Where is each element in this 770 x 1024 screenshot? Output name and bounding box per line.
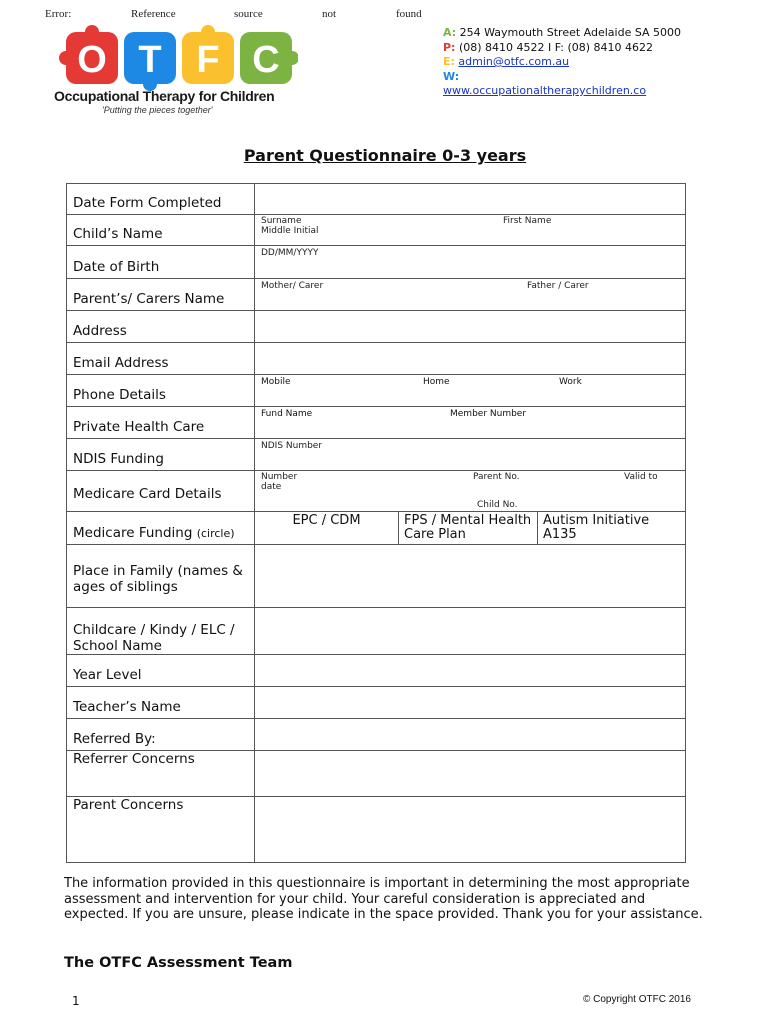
label-ndis: NDIS Funding	[67, 439, 255, 471]
page-number: 1	[72, 994, 80, 1008]
label-date-completed: Date Form Completed	[67, 184, 255, 215]
svg-text:O: O	[77, 39, 107, 81]
error-text: Error:	[45, 8, 72, 20]
svg-text:T: T	[138, 39, 162, 81]
option-epc[interactable]: EPC / CDM	[255, 512, 399, 544]
label-teacher: Teacher’s Name	[67, 687, 255, 719]
field-address[interactable]	[255, 311, 686, 343]
address: 254 Waymouth Street Adelaide SA 5000	[459, 26, 682, 39]
field-dob[interactable]: DD/MM/YYYY	[255, 246, 686, 279]
phone-key: P:	[443, 40, 456, 54]
field-email[interactable]	[255, 343, 686, 375]
label-email: Email Address	[67, 343, 255, 375]
label-medicare: Medicare Card Details	[67, 471, 255, 512]
label-referrer-concerns: Referrer Concerns	[67, 751, 255, 797]
error-text: found	[396, 8, 422, 20]
page-title: Parent Questionnaire 0-3 years	[243, 146, 527, 165]
option-fps[interactable]: FPS / Mental Health Care Plan	[399, 512, 538, 544]
address-key: A:	[443, 26, 457, 39]
team-signature: The OTFC Assessment Team	[64, 955, 293, 971]
field-ndis[interactable]: NDIS Number	[255, 439, 686, 471]
field-date-completed[interactable]	[255, 184, 686, 215]
questionnaire-table	[66, 183, 686, 863]
intro-paragraph: The information provided in this questionnaire is important in determining the most appropriate assessment and intervention for your child. Your careful consideration is appreciated and expected. If you are unsure, please indicate in the space provided. Thank you for your assistance.	[64, 876, 703, 922]
copyright: © Copyright OTFC 2016	[583, 994, 691, 1005]
svg-text:F: F	[196, 39, 220, 81]
label-phone: Phone Details	[67, 375, 255, 407]
label-childcare: Childcare / Kindy / ELC / School Name	[67, 608, 255, 655]
phone: (08) 8410 4522 I F: (08) 8410 4622	[458, 40, 654, 54]
field-parent-concerns[interactable]	[255, 797, 686, 863]
field-medicare[interactable]: Number date Parent No. Valid to Child No.	[255, 471, 686, 512]
field-referred[interactable]	[255, 719, 686, 751]
error-text: source	[234, 8, 263, 20]
health-cells: Fund Name Member Number	[255, 407, 686, 439]
label-funding: Medicare Funding (circle)	[67, 512, 255, 545]
svg-text:C: C	[252, 39, 280, 81]
contact-block	[443, 26, 703, 110]
label-child-name: Child’s Name	[67, 215, 255, 246]
error-text: not	[322, 8, 337, 20]
web-key: W:	[443, 69, 460, 83]
field-child-name[interactable]: Surname Middle Initial First Name	[255, 215, 686, 246]
email-key: E:	[443, 55, 455, 68]
label-parent-concerns: Parent Concerns	[67, 797, 255, 863]
error-text: Reference	[131, 8, 176, 20]
label-health: Private Health Care	[67, 407, 255, 439]
label-parents: Parent’s/ Carers Name	[67, 279, 255, 311]
field-place[interactable]	[255, 545, 686, 608]
option-autism[interactable]: Autism Initiative A135	[543, 513, 650, 542]
field-referrer-concerns[interactable]	[255, 751, 686, 797]
label-dob: Date of Birth	[67, 246, 255, 279]
field-teacher[interactable]	[255, 687, 686, 719]
funding-cells	[255, 512, 686, 545]
field-parents[interactable]: Mother/ Carer Father / Carer	[255, 279, 686, 311]
label-address: Address	[67, 311, 255, 343]
tagline: 'Putting the pieces together'	[102, 105, 213, 115]
label-place: Place in Family (names & ages of siblings	[67, 545, 255, 608]
label-referred: Referred By:	[67, 719, 255, 751]
field-year[interactable]	[255, 655, 686, 687]
field-childcare[interactable]	[255, 608, 686, 655]
label-year: Year Level	[67, 655, 255, 687]
phone-cells: Mobile Home Work	[255, 375, 686, 407]
web-link[interactable]: www.occupationaltherapychildren.co	[443, 84, 647, 97]
org-name: Occupational Therapy for Children	[54, 88, 275, 104]
email-link[interactable]: admin@otfc.com.au	[458, 55, 570, 68]
